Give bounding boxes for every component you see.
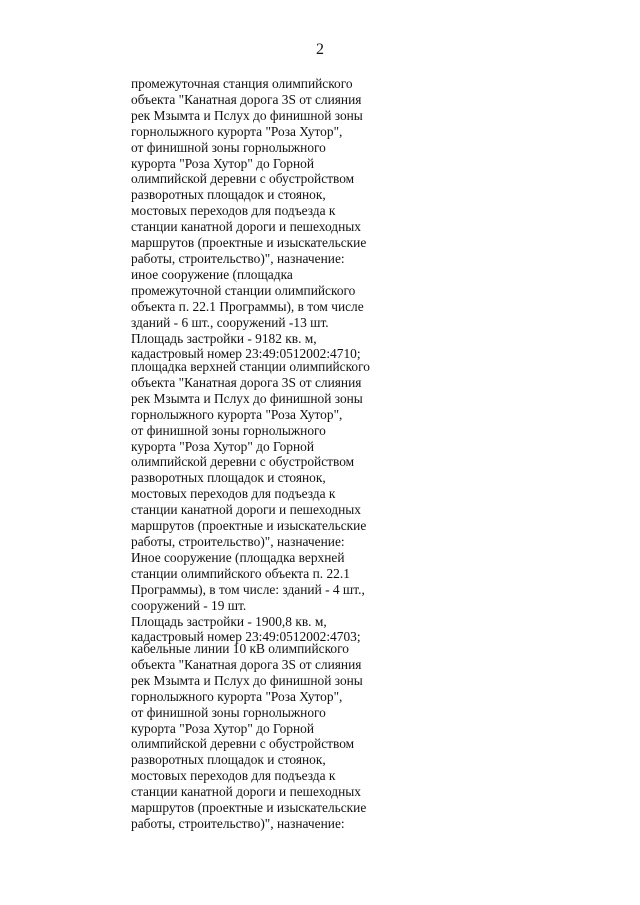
text-line: от финишной зоны горнолыжного xyxy=(131,704,326,720)
text-line: кадастровый номер 23:49:0512002:4710; xyxy=(131,346,361,362)
text-line: курорта "Роза Хутор" до Горной xyxy=(131,438,314,454)
text-line: станции олимпийского объекта п. 22.1 xyxy=(131,565,350,581)
text-line: иное сооружение (площадка xyxy=(131,266,293,282)
page-number: 2 xyxy=(316,41,324,58)
text-line: мостовых переходов для подъезда к xyxy=(131,486,336,502)
text-line: горнолыжного курорта "Роза Хутор", xyxy=(131,688,343,704)
text-line: маршрутов (проектные и изыскательские xyxy=(131,518,367,534)
text-line: работы, строительство)", назначение: xyxy=(131,250,345,266)
text-line: Программы), в том числе: зданий - 4 шт., xyxy=(131,581,365,597)
text-line: сооружений - 19 шт. xyxy=(131,597,247,613)
text-line: от финишной зоны горнолыжного xyxy=(131,139,326,155)
text-line: станции канатной дороги и пешеходных xyxy=(131,502,361,518)
paragraph-cable-lines xyxy=(131,641,431,832)
text-line: горнолыжного курорта "Роза Хутор", xyxy=(131,123,343,139)
text-line: станции канатной дороги и пешеходных xyxy=(131,784,361,800)
text-line: мостовых переходов для подъезда к xyxy=(131,768,336,784)
text-line: маршрутов (проектные и изыскательские xyxy=(131,800,367,816)
text-line: Иное сооружение (площадка верхней xyxy=(131,549,345,565)
text-line: разворотных площадок и стоянок, xyxy=(131,187,326,203)
text-line: горнолыжного курорта "Роза Хутор", xyxy=(131,406,343,422)
text-line: олимпийской деревни с обустройством xyxy=(131,171,355,187)
text-line: кадастровый номер 23:49:0512002:4703; xyxy=(131,629,361,645)
text-line: курорта "Роза Хутор" до Горной xyxy=(131,155,314,171)
text-line: работы, строительство)", назначение: xyxy=(131,815,345,831)
text-line: разворотных площадок и стоянок, xyxy=(131,470,326,486)
text-line: объекта "Канатная дорога 3S от слияния xyxy=(131,374,362,390)
text-line: рек Мзымта и Пслух до финишной зоны xyxy=(131,672,363,688)
text-line: промежуточная станция олимпийского xyxy=(131,76,353,91)
text-line: станции канатной дороги и пешеходных xyxy=(131,219,361,235)
text-line: кабельные линии 10 кВ олимпийского xyxy=(131,641,349,656)
text-line: промежуточной станции олимпийского xyxy=(131,282,356,298)
text-line: рек Мзымта и Пслух до финишной зоны xyxy=(131,390,363,406)
text-line: Площадь застройки - 9182 кв. м, xyxy=(131,330,317,346)
text-line: зданий - 6 шт., сооружений -13 шт. xyxy=(131,314,329,330)
text-line: Площадь застройки - 1900,8 кв. м, xyxy=(131,613,327,629)
text-line: объекта п. 22.1 Программы), в том числе xyxy=(131,298,364,314)
paragraph-upper-station xyxy=(131,359,431,645)
text-line: объекта "Канатная дорога 3S от слияния xyxy=(131,91,362,107)
text-line: площадка верхней станции олимпийского xyxy=(131,359,370,374)
text-line: олимпийской деревни с обустройством xyxy=(131,736,355,752)
text-line: курорта "Роза Хутор" до Горной xyxy=(131,720,314,736)
text-line: олимпийской деревни с обустройством xyxy=(131,454,355,470)
text-line: от финишной зоны горнолыжного xyxy=(131,422,326,438)
text-line: маршрутов (проектные и изыскательские xyxy=(131,235,367,251)
text-line: мостовых переходов для подъезда к xyxy=(131,203,336,219)
paragraph-intermediate-station xyxy=(131,76,431,362)
text-line: рек Мзымта и Пслух до финишной зоны xyxy=(131,107,363,123)
text-line: объекта "Канатная дорога 3S от слияния xyxy=(131,656,362,672)
text-line: разворотных площадок и стоянок, xyxy=(131,752,326,768)
text-line: работы, строительство)", назначение: xyxy=(131,533,345,549)
